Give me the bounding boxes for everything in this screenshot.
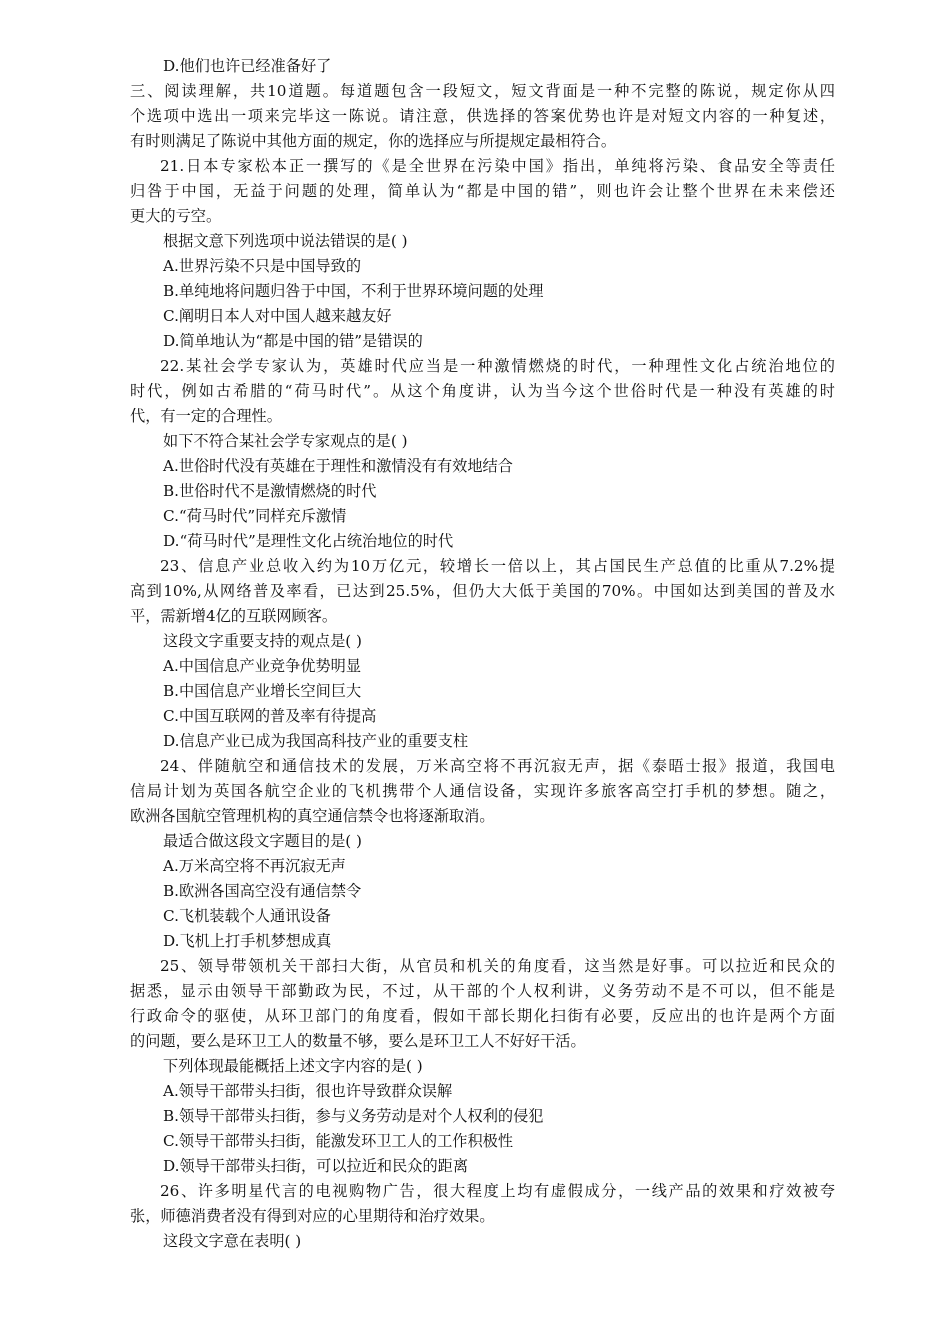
text-line: 23、信息产业总收入约为10万亿元，较增长一倍以上，其占国民生产总值的比重从7.2%提: [160, 557, 835, 575]
text-line: 下列体现最能概括上述文字内容的是( ): [163, 1057, 423, 1075]
text-line: 24、伴随航空和通信技术的发展，万米高空将不再沉寂无声，据《泰晤士报》报道，我国电: [160, 757, 835, 775]
text-line: D.领导干部带头扫街，可以拉近和民众的距离: [163, 1157, 469, 1175]
text-line: 归咎于中国，无益于问题的处理，简单认为“都是中国的错”，则也许会让整个世界在未来偿还: [130, 182, 835, 200]
text-line: 张，师德消费者没有得到对应的心里期待和治疗效果。: [130, 1207, 495, 1225]
text-line: 最适合做这段文字题目的是( ): [163, 832, 362, 850]
text-line: C.领导干部带头扫街，能激发环卫工人的工作积极性: [163, 1132, 514, 1150]
text-line: A.领导干部带头扫街，很也许导致群众误解: [163, 1082, 453, 1100]
document-page: [130, 54, 835, 1254]
text-line: B.世俗时代不是激情燃烧的时代: [163, 482, 377, 500]
text-line: 个选项中选出一项来完毕这一陈说。请注意，供选择的答案优势也许是对短文内容的一种复述，: [130, 107, 835, 125]
text-line: A.万米高空将不再沉寂无声: [163, 857, 346, 875]
text-line: D.简单地认为“都是中国的错”是错误的: [163, 332, 423, 350]
text-line: D.信息产业已成为我国高科技产业的重要支柱: [163, 732, 469, 750]
text-line: 这段文字意在表明( ): [163, 1232, 302, 1250]
text-line: 根据文意下列选项中说法错误的是( ): [163, 232, 408, 250]
text-line: 三、阅读理解，共10道题。每道题包含一段短文，短文背面是一种不完整的陈说，规定你从四: [130, 82, 835, 100]
text-line: 信局计划为英国各航空企业的飞机携带个人通信设备，实现许多旅客高空打手机的梦想。随之，: [130, 782, 835, 800]
text-line: C.“荷马时代”同样充斥激情: [163, 507, 347, 525]
text-line: 22.某社会学专家认为，英雄时代应当是一种激情燃烧的时代，一种理性文化占统治地位的: [160, 357, 835, 375]
text-line: C.飞机装载个人通讯设备: [163, 907, 331, 925]
text-line: D.飞机上打手机梦想成真: [163, 932, 332, 950]
text-line: A.中国信息产业竞争优势明显: [163, 657, 362, 675]
text-line: 26、许多明星代言的电视购物广告，很大程度上均有虚假成分，一线产品的效果和疗效被夸: [160, 1182, 835, 1200]
text-line: 更大的亏空。: [130, 207, 222, 225]
text-line: 的问题，要么是环卫工人的数量不够，要么是环卫工人不好好干活。: [130, 1032, 586, 1050]
text-line: 有时则满足了陈说中其他方面的规定，你的选择应与所提规定最相符合。: [130, 132, 616, 150]
text-line: 时代，例如古希腊的“荷马时代”。从这个角度讲，认为当今这个世俗时代是一种没有英雄的时: [130, 382, 835, 400]
text-line: B.中国信息产业增长空间巨大: [163, 682, 362, 700]
text-line: 高到10%,从网络普及率看，已达到25.5%，但仍大大低于美国的70%。中国如达到美国的普及水: [130, 582, 835, 600]
text-line: A.世俗时代没有英雄在于理性和激情没有有效地结合: [163, 457, 513, 475]
text-line: A.世界污染不只是中国导致的: [163, 257, 362, 275]
text-line: 代，有一定的合理性。: [130, 407, 282, 425]
text-line: 欧洲各国航空管理机构的真空通信禁令也将逐渐取消。: [130, 807, 495, 825]
text-line: D.他们也许已经准备好了: [163, 57, 332, 75]
text-line: B.单纯地将问题归咎于中国，不利于世界环境问题的处理: [163, 282, 544, 300]
text-line: 25、领导带领机关干部扫大街，从官员和机关的角度看，这当然是好事。可以拉近和民众的: [160, 957, 835, 975]
text-line: 行政命令的驱使，从环卫部门的角度看，假如干部长期化扫街有必要，反应出的也许是两个方面: [130, 1007, 835, 1025]
text-line: 如下不符合某社会学专家观点的是( ): [163, 432, 408, 450]
text-line: 据悉，显示由领导干部勤政为民，不过，从干部的个人权利讲，义务劳动不是不可以，但不能是: [130, 982, 835, 1000]
text-line: C.阐明日本人对中国人越来越友好: [163, 307, 392, 325]
text-line: B.欧洲各国高空没有通信禁令: [163, 882, 362, 900]
text-line: 这段文字重要支持的观点是( ): [163, 632, 362, 650]
text-line: C.中国互联网的普及率有待提高: [163, 707, 377, 725]
text-line: 平，需新增4亿的互联网顾客。: [130, 607, 338, 625]
text-line: B.领导干部带头扫街，参与义务劳动是对个人权利的侵犯: [163, 1107, 544, 1125]
text-line: 21.日本专家松本正一撰写的《是全世界在污染中国》指出，单纯将污染、食品安全等责任: [160, 157, 835, 175]
text-line: D.“荷马时代”是理性文化占统治地位的时代: [163, 532, 454, 550]
